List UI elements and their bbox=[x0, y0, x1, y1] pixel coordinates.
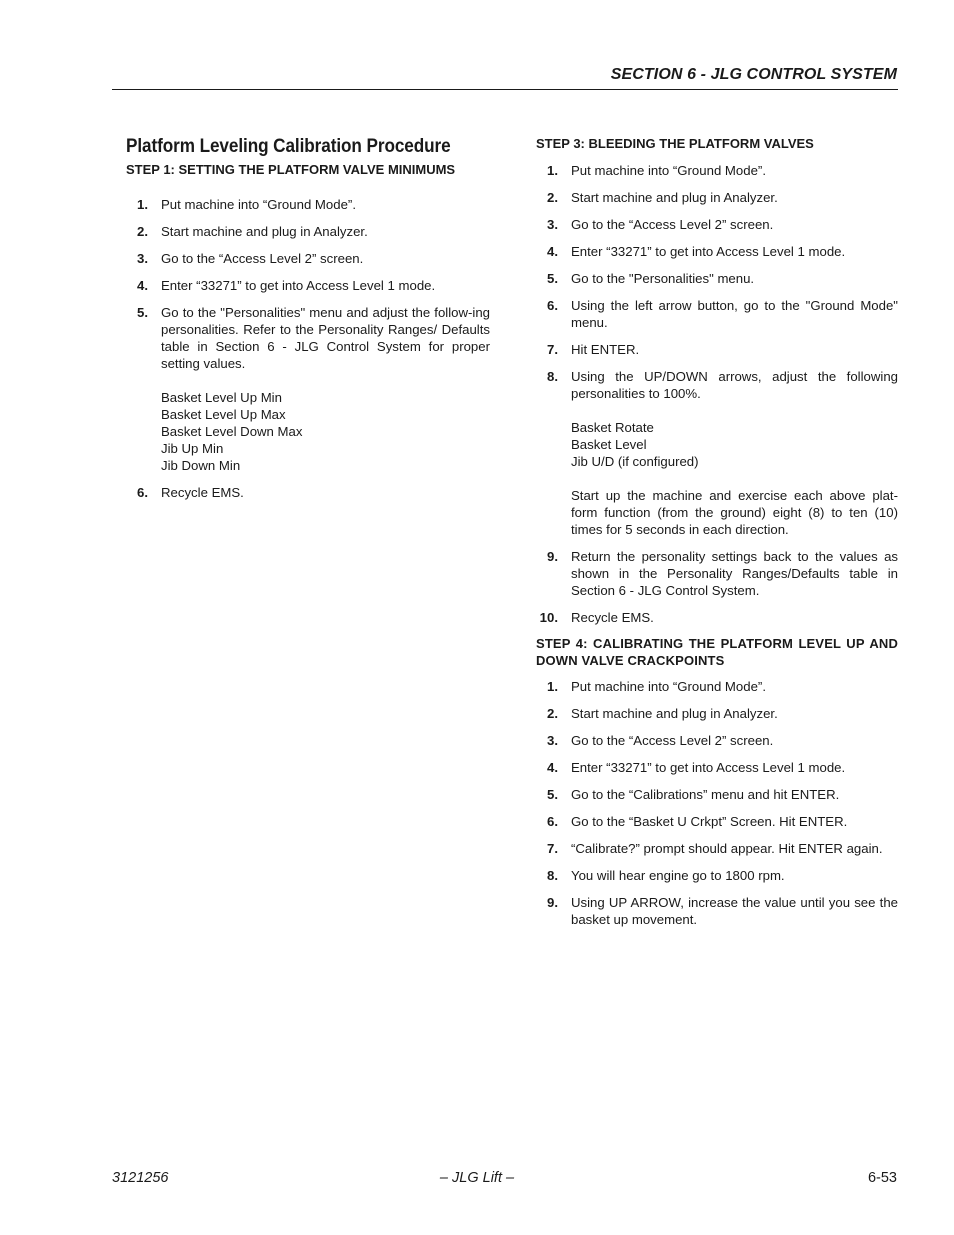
list-item: 6. Recycle EMS. bbox=[137, 485, 244, 500]
header-rule bbox=[112, 89, 898, 90]
personality-item: Basket Level Up Max bbox=[161, 407, 286, 422]
step4-list bbox=[536, 678, 898, 928]
list-item: 3. Go to the “Access Level 2” screen. bbox=[547, 217, 774, 232]
list-item: 9. Using UP ARROW, increase the value until you see the basket up movement. bbox=[547, 895, 898, 927]
personality-item: Basket Rotate bbox=[571, 420, 654, 435]
step1-heading: STEP 1: SETTING THE PLATFORM VALVE MINIMUMS bbox=[126, 162, 456, 177]
step3-heading: STEP 3: BLEEDING THE PLATFORM VALVES bbox=[536, 136, 814, 151]
exercise-note: Start up the machine and exercise each above plat-form function (from the ground) eight (8) to ten (10) times for 5 seconds in each direction. bbox=[571, 488, 898, 537]
footer-brand: – JLG Lift – bbox=[439, 1170, 515, 1186]
step1-list bbox=[126, 196, 490, 501]
list-item: 6. Using the left arrow button, go to the "Ground Mode" menu. bbox=[547, 298, 898, 330]
list-item: 2. Start machine and plug in Analyzer. bbox=[547, 190, 778, 205]
list-item: 6. Go to the “Basket U Crkpt” Screen. Hit ENTER. bbox=[547, 814, 848, 829]
list-item: 8. Using the UP/DOWN arrows, adjust the following personalities to 100%. Basket Rotate Basket Level Jib U/D (if configured) Start up the machine and exercise each above plat-form function (from the ground) eight (8) to ten (10) times for 5 seconds in each direction. bbox=[547, 369, 898, 537]
personality-item: Basket Level bbox=[571, 437, 647, 452]
personality-list bbox=[161, 389, 490, 474]
list-item: 4. Enter “33271” to get into Access Level 1 mode. bbox=[547, 760, 846, 775]
step3-list bbox=[536, 162, 898, 626]
list-item: 1. Put machine into “Ground Mode”. bbox=[137, 197, 356, 212]
list-item: 5. Go to the "Personalities" menu and adjust the follow-ing personalities. Refer to the Personality Ranges/ Defaults table in Section 6 - JLG Control System for proper setting values. Basket Level Up Min Basket Level Up Max Basket Level Down Max Jib Up Min Jib Down Min bbox=[137, 305, 490, 473]
list-item: 4. Enter “33271” to get into Access Level 1 mode. bbox=[137, 278, 436, 293]
page-title: Platform Leveling Calibration Procedure bbox=[126, 135, 451, 157]
left-column bbox=[126, 134, 490, 511]
list-item: 3. Go to the “Access Level 2” screen. bbox=[547, 733, 774, 748]
list-item: 2. Start machine and plug in Analyzer. bbox=[547, 706, 778, 721]
list-item: 2. Start machine and plug in Analyzer. bbox=[137, 224, 368, 239]
list-item: 8. You will hear engine go to 1800 rpm. bbox=[547, 868, 785, 883]
personality-item: Jib U/D (if configured) bbox=[571, 454, 699, 469]
right-column bbox=[536, 135, 898, 938]
footer-page-number: 6-53 bbox=[867, 1170, 897, 1186]
personality-item: Jib Up Min bbox=[161, 441, 224, 456]
list-item: 5. Go to the “Calibrations” menu and hit ENTER. bbox=[547, 787, 840, 802]
personality-item: Basket Level Up Min bbox=[161, 390, 282, 405]
list-item: 1. Put machine into “Ground Mode”. bbox=[547, 163, 766, 178]
personality-item: Jib Down Min bbox=[161, 458, 241, 473]
list-item: 3. Go to the “Access Level 2” screen. bbox=[137, 251, 364, 266]
step4-heading: STEP 4: CALIBRATING THE PLATFORM LEVEL UP AND DOWN VALVE CRACKPOINTS bbox=[536, 636, 898, 668]
list-item: 10. Recycle EMS. bbox=[539, 610, 654, 625]
list-item: 7. Hit ENTER. bbox=[547, 342, 640, 357]
personality-item: Basket Level Down Max bbox=[161, 424, 303, 439]
list-item: 1. Put machine into “Ground Mode”. bbox=[547, 679, 766, 694]
footer-doc-number: 3121256 bbox=[112, 1170, 169, 1186]
list-item: 4. Enter “33271” to get into Access Level 1 mode. bbox=[547, 244, 846, 259]
personality-list bbox=[571, 419, 898, 470]
list-item: 7. “Calibrate?” prompt should appear. Hit ENTER again. bbox=[547, 841, 883, 856]
list-item: 9. Return the personality settings back to the values as shown in the Personality Ranges/Defaults table in Section 6 - JLG Control System. bbox=[547, 549, 898, 598]
section-header-title: SECTION 6 - JLG CONTROL SYSTEM bbox=[610, 66, 897, 83]
list-item: 5. Go to the "Personalities" menu. bbox=[547, 271, 755, 286]
